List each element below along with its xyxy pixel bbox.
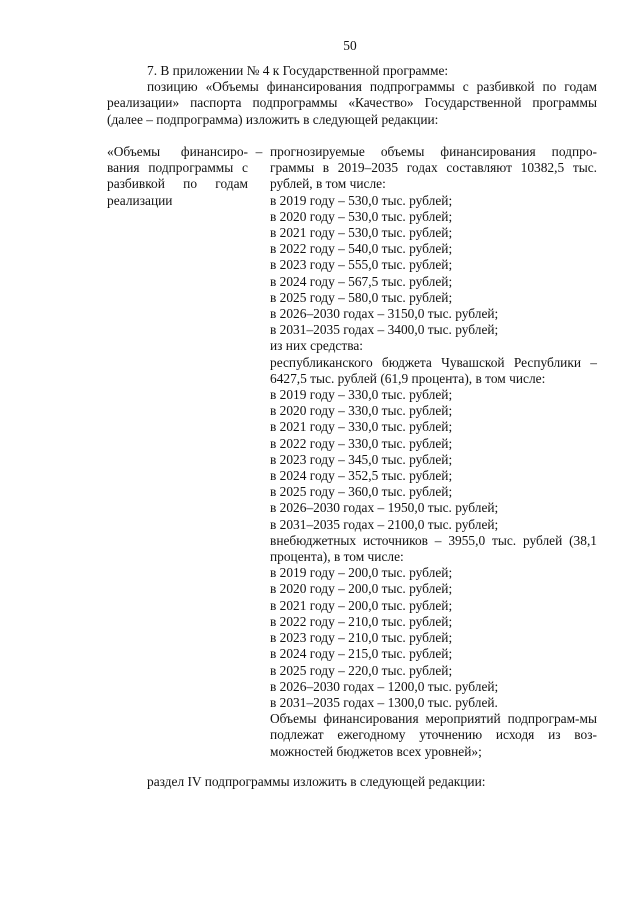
year-line: в 2022 году – 330,0 тыс. рублей; (270, 435, 453, 451)
year-line: в 2020 году – 200,0 тыс. рублей; (270, 581, 453, 597)
year-line: в 2019 году – 330,0 тыс. рублей; (270, 387, 453, 403)
year-line: в 2025 году – 360,0 тыс. рублей; (270, 484, 453, 500)
year-line: в 2020 году – 330,0 тыс. рублей; (270, 403, 453, 419)
republic-years-list (270, 387, 597, 533)
year-line: в 2025 году – 220,0 тыс. рублей; (270, 662, 453, 678)
year-line: в 2020 году – 530,0 тыс. рублей; (270, 208, 453, 224)
financing-details (270, 144, 597, 760)
year-line: в 2031–2035 годах – 3400,0 тыс. рублей; (270, 322, 499, 338)
year-line: в 2019 году – 200,0 тыс. рублей; (270, 565, 453, 581)
year-line: в 2024 году – 352,5 тыс. рублей; (270, 468, 453, 484)
of-which-text: из них средства: (270, 338, 364, 354)
year-line: в 2021 году – 330,0 тыс. рублей; (270, 419, 453, 435)
year-line: в 2024 году – 567,5 тыс. рублей; (270, 273, 453, 289)
amendment-item: 7. В приложении № 4 к Государственной программе: (147, 63, 449, 78)
amendment-text: позицию «Объемы финансирования подпрограммы с разбивкой по годам реализации» паспорта подпрограммы «Качество» Государственной программы (далее – подпрограмма) изложить в следующей редакции: (107, 79, 597, 127)
year-line: в 2026–2030 годах – 1950,0 тыс. рублей; (270, 500, 499, 516)
year-line: в 2031–2035 годах – 2100,0 тыс. рублей; (270, 516, 499, 532)
year-line: в 2019 году – 530,0 тыс. рублей; (270, 192, 453, 208)
intro-section (107, 63, 597, 128)
republic-budget-text: республиканского бюджета Чувашской Республики – 6427,5 тыс. рублей (61,9 процента), в том числе: (270, 354, 597, 386)
year-line: в 2021 году – 200,0 тыс. рублей; (270, 597, 453, 613)
year-line: в 2026–2030 годах – 1200,0 тыс. рублей; (270, 678, 499, 694)
extra-budget-text: внебюджетных источников – 3955,0 тыс. рублей (38,1 процента), в том числе: (270, 532, 597, 565)
year-line: в 2023 году – 210,0 тыс. рублей; (270, 630, 453, 646)
financing-label: «Объемы финансиро-вания подпрограммы с разбивкой по годам реализации (107, 144, 248, 208)
year-line: в 2024 году – 215,0 тыс. рублей; (270, 646, 453, 662)
financing-note: Объемы финансирования мероприятий подпрограм-мы подлежат ежегодному уточнению исходя из воз-можностей бюджетов всех уровней»; (270, 711, 597, 759)
year-line: в 2022 году – 540,0 тыс. рублей; (270, 241, 453, 257)
extra-years-list (270, 565, 597, 711)
year-line: в 2023 году – 555,0 тыс. рублей; (270, 257, 453, 273)
year-line: в 2031–2035 годах – 1300,0 тыс. рублей. (270, 694, 498, 710)
total-financing-text: прогнозируемые объемы финансирования подпро-граммы в 2019–2035 годах составляют 10382,5 тыс. рублей, в том числе: (270, 144, 597, 192)
total-years-list (270, 193, 597, 339)
financing-table (107, 144, 597, 760)
year-line: в 2021 году – 530,0 тыс. рублей; (270, 225, 453, 241)
page-number: 50 (343, 38, 357, 53)
year-line: в 2026–2030 годах – 3150,0 тыс. рублей; (270, 306, 499, 322)
year-line: в 2025 году – 580,0 тыс. рублей; (270, 289, 453, 305)
separator-dash: – (255, 144, 263, 159)
year-line: в 2022 году – 210,0 тыс. рублей; (270, 613, 453, 629)
year-line: в 2023 году – 345,0 тыс. рублей; (270, 451, 453, 467)
closing-instruction: раздел IV подпрограммы изложить в следующей редакции: (147, 774, 486, 789)
